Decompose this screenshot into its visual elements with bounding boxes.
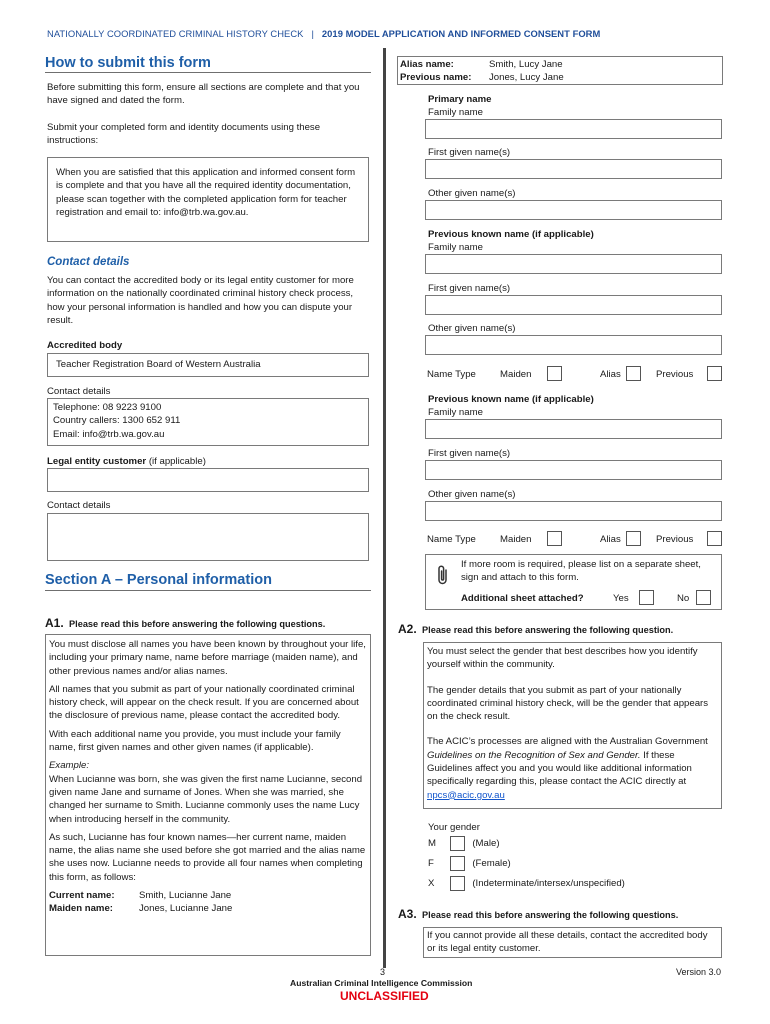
previous-1-maiden-label: Maiden: [500, 369, 532, 380]
section-a-title: Section A – Personal information: [45, 574, 371, 591]
a2-para-3: [427, 735, 718, 801]
a2-para-2: The gender details that you submit as part of your nationally coordinated criminal history check, will be the gender that appears on the check result.: [427, 684, 709, 723]
previous-name-2-title: Previous known name (if applicable): [428, 394, 594, 405]
submit-instructions-box: [47, 157, 369, 242]
a1-info-box: [45, 634, 371, 956]
previous-1-family-name-input[interactable]: [425, 254, 722, 274]
previous-1-other-given-name-input[interactable]: [425, 335, 722, 355]
contact-country-callers: Country callers: 1300 652 911: [53, 415, 181, 427]
contact-email: Email: info@trb.wa.gov.au: [53, 428, 165, 440]
page-number: 3: [380, 967, 386, 977]
previous-1-name-type-label: Name Type: [427, 369, 476, 380]
previous-1-maiden-checkbox[interactable]: [547, 366, 562, 381]
acic-email-link[interactable]: npcs@acic.gov.au: [427, 789, 505, 801]
previous-2-maiden-checkbox[interactable]: [547, 531, 562, 546]
gender-male-checkbox[interactable]: [450, 836, 465, 851]
contact-details-field[interactable]: [47, 398, 369, 446]
contact-details-label: Contact details: [47, 386, 111, 397]
example-value: Jones, Lucianne Jane: [139, 903, 233, 915]
a1-example-alias: [400, 58, 720, 71]
a2-para-3-post: If these Guidelines affect you and you would like additional information specifically regarding this, please contact the ACIC directly at: [427, 749, 692, 788]
a2-number: A2.: [398, 622, 417, 636]
contact-telephone: Telephone: 08 9223 9100: [53, 402, 162, 413]
example-label: Alias name:: [400, 59, 454, 70]
previous-name-1-title: Previous known name (if applicable): [428, 229, 594, 240]
contact-details-2-field[interactable]: [47, 513, 369, 561]
previous-2-other-label: Other given name(s): [428, 489, 516, 500]
accredited-body-label: Accredited body: [47, 340, 123, 351]
additional-sheet-no-checkbox[interactable]: [696, 590, 711, 605]
legal-entity-label: [47, 455, 206, 468]
example-value: Jones, Lucy Jane: [489, 72, 564, 84]
primary-name-title: Primary name: [428, 94, 492, 105]
gender-x-checkbox[interactable]: [450, 876, 465, 891]
a1-example-label: Example:: [49, 760, 89, 772]
previous-1-alias-checkbox[interactable]: [626, 366, 641, 381]
header-separator: |: [311, 28, 314, 39]
previous-1-previous-checkbox[interactable]: [707, 366, 722, 381]
gender-code: F: [428, 858, 434, 870]
gender-option-f: [428, 856, 511, 871]
a1-example-maiden: [49, 902, 367, 915]
a1-heading-text: Please read this before answering the following questions.: [69, 619, 326, 629]
gender-label: (Female): [472, 858, 511, 870]
submit-instructions: When you are satisfied that this application and informed consent form is complete and that you have all the required identity documentation, please scan together with the completed application form for teacher registration and email to: info@trb.wa.gov.au.: [56, 167, 356, 218]
submit-para-1: Before submitting this form, ensure all sections are complete and that you have signed and dated the form.: [47, 82, 360, 107]
contact-details-title: Contact details: [47, 256, 130, 268]
a2-heading-text: Please read this before answering the following question.: [422, 625, 674, 635]
a1-para-4: When Lucianne was born, she was given the first name Lucianne, second given name Jane and surname of Jones. When she was married, she changed her surname to Smith. Lucianne commonly uses the name Lucy when introducing herself in the community.: [49, 773, 363, 825]
additional-sheet-yes-checkbox[interactable]: [639, 590, 654, 605]
a1-para-5: As such, Lucianne has four known names—her current name, maiden name, the alias name she used before she got married and the alias name she uses now. Lucianne needs to provide all four names when completing this form, as follows:: [49, 831, 366, 883]
primary-other-given-name-input[interactable]: [425, 200, 722, 220]
primary-first-label: First given name(s): [428, 147, 511, 158]
legal-entity-label-rest: (if applicable): [146, 456, 206, 467]
how-to-submit-title: How to submit this form: [45, 57, 371, 73]
previous-2-other-given-name-input[interactable]: [425, 501, 722, 521]
legal-entity-field[interactable]: [47, 468, 369, 492]
a3-heading: [398, 908, 678, 922]
a2-info-box: [423, 642, 722, 809]
version-label: Version 3.0: [676, 967, 722, 977]
header-right: 2019 MODEL APPLICATION AND INFORMED CONSENT FORM: [321, 28, 601, 39]
footer-organisation: Australian Criminal Intelligence Commission: [290, 978, 473, 988]
a1-example-continued-box: [397, 56, 723, 85]
gender-label: (Male): [472, 838, 500, 850]
contact-details-2-label: Contact details: [47, 500, 111, 511]
a1-para-2: All names that you submit as part of your nationally coordinated criminal history check, will appear on the check result. If you are concerned about the disclosure of previous name, please contact the accredited body.: [49, 683, 359, 722]
accredited-body-field[interactable]: [47, 353, 369, 377]
previous-1-previous-label: Previous: [656, 369, 694, 380]
example-label: Current name:: [49, 890, 115, 902]
gender-code: X: [428, 878, 435, 890]
additional-sheet-yes-label: Yes: [613, 593, 629, 604]
gender-female-checkbox[interactable]: [450, 856, 465, 871]
a1-heading: [45, 617, 325, 631]
example-label: Previous name:: [400, 72, 472, 84]
previous-1-family-label: Family name: [428, 242, 483, 253]
previous-1-first-given-name-input[interactable]: [425, 295, 722, 315]
example-label: Maiden name:: [49, 903, 113, 915]
additional-sheet-text: If more room is required, please list on a separate sheet, sign and attach to this form.: [461, 559, 701, 584]
primary-family-label: Family name: [428, 107, 483, 118]
primary-other-label: Other given name(s): [428, 188, 516, 199]
a2-heading: [398, 623, 673, 637]
gender-code: M: [428, 838, 436, 850]
gender-label: (Indeterminate/intersex/unspecified): [472, 878, 625, 890]
additional-sheet-no-label: No: [677, 593, 690, 604]
paperclip-icon: [436, 564, 450, 586]
example-value: Smith, Lucianne Jane: [139, 890, 232, 902]
previous-1-first-label: First given name(s): [428, 283, 511, 294]
previous-2-first-given-name-input[interactable]: [425, 460, 722, 480]
gender-option-x: [428, 876, 625, 891]
header-left: NATIONALLY COORDINATED CRIMINAL HISTORY CHECK: [47, 28, 304, 39]
additional-sheet-box: [425, 554, 722, 610]
previous-2-family-name-input[interactable]: [425, 419, 722, 439]
previous-2-family-label: Family name: [428, 407, 483, 418]
column-divider: [383, 48, 386, 968]
a3-text: If you cannot provide all these details, contact the accredited body or its legal entity customer.: [427, 930, 708, 955]
previous-2-first-label: First given name(s): [428, 448, 511, 459]
page-header: [47, 27, 600, 40]
legal-entity-label-bold: Legal entity customer: [47, 456, 147, 467]
additional-sheet-question: Additional sheet attached?: [461, 593, 584, 604]
a2-para-1: You must select the gender that best describes how you identify yourself within the community.: [427, 646, 698, 671]
a3-heading-text: Please read this before answering the following questions.: [422, 910, 679, 920]
previous-2-maiden-label: Maiden: [500, 534, 532, 545]
previous-2-alias-checkbox[interactable]: [626, 531, 641, 546]
previous-2-previous-checkbox[interactable]: [707, 531, 722, 546]
previous-1-alias-label: Alias: [600, 369, 621, 380]
accredited-body-value: Teacher Registration Board of Western Australia: [56, 359, 261, 370]
previous-2-alias-label: Alias: [600, 534, 621, 545]
contact-intro: You can contact the accredited body or its legal entity customer for more information on the nationally coordinated criminal history check process, how your personal information is handled and how you can dispute your result.: [47, 275, 354, 326]
your-gender-label: Your gender: [428, 822, 480, 833]
a1-example-current: [49, 889, 367, 902]
a1-number: A1.: [45, 616, 64, 630]
previous-2-previous-label: Previous: [656, 534, 694, 545]
example-value: Smith, Lucy Jane: [489, 59, 563, 70]
a2-para-3-pre: The ACIC’s processes are aligned with the Australian Government: [427, 736, 708, 748]
classification-label: UNCLASSIFIED: [340, 989, 429, 1003]
previous-1-other-label: Other given name(s): [428, 323, 516, 334]
a1-para-1: You must disclose all names you have been known by throughout your life, including your primary name, name before marriage (maiden name), and other previous names and/or alias names.: [49, 639, 366, 677]
primary-first-given-name-input[interactable]: [425, 159, 722, 179]
guidelines-title: Guidelines on the Recognition of Sex and Gender.: [427, 749, 641, 761]
a1-para-3: With each additional name you provide, you must include your family name, first given names and other given names (if applicable).: [49, 728, 341, 754]
primary-family-name-input[interactable]: [425, 119, 722, 139]
previous-2-name-type-label: Name Type: [427, 534, 476, 545]
a1-example-previous: [400, 71, 720, 84]
a3-number: A3.: [398, 907, 417, 921]
submit-para-2: Submit your completed form and identity documents using these instructions:: [47, 122, 321, 147]
gender-option-m: [428, 836, 500, 851]
a3-info-box: [423, 927, 722, 958]
